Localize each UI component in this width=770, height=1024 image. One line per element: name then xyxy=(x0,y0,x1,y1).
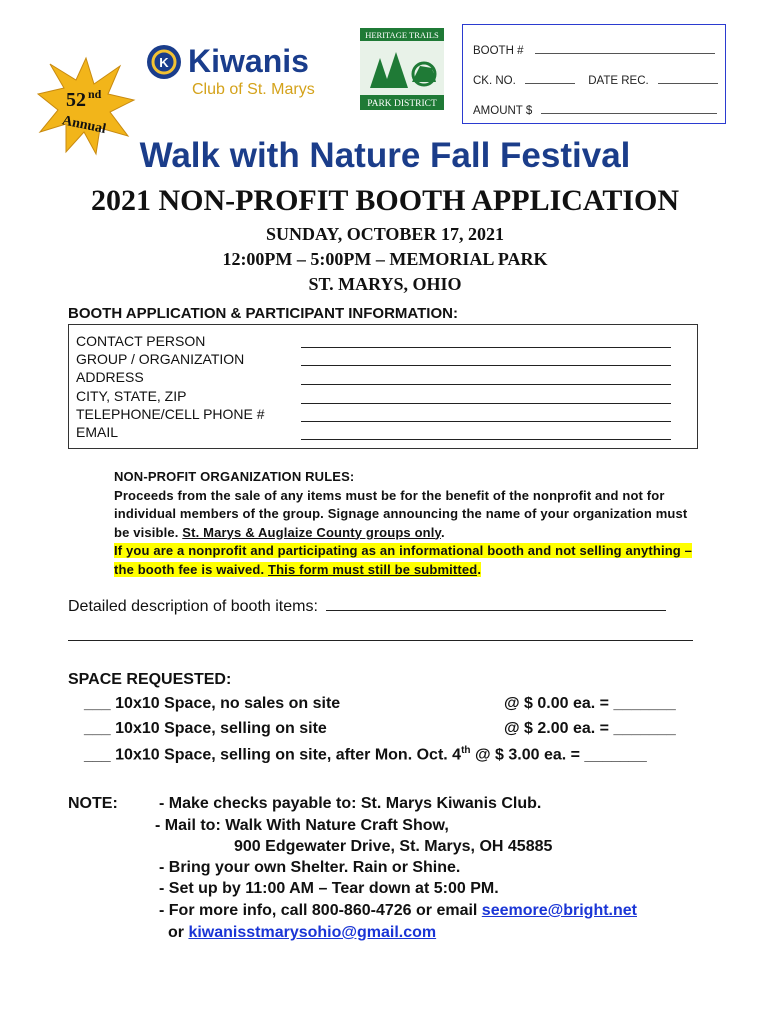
rules-section xyxy=(114,468,704,579)
event-time-place: 12:00PM – 5:00PM – MEMORIAL PARK xyxy=(222,249,548,269)
heritage-trails-logo xyxy=(360,28,444,110)
space-option-sup: th xyxy=(461,745,471,756)
space-option-label: 10x10 Space, selling on site xyxy=(115,720,327,737)
kiwanis-emblem-icon xyxy=(146,40,346,102)
contact-person-field[interactable] xyxy=(301,347,671,348)
space-option-label: 10x10 Space, selling on site, after Mon. Oct. 4 xyxy=(115,746,462,764)
rules-fee-waived: If you are a nonprofit and participating as an informational booth and not selling anything – the booth fee is waived. xyxy=(114,543,693,577)
phone-label: TELEPHONE/CELL PHONE # xyxy=(76,406,265,422)
space-price-no-sales: @ $ 0.00 ea. = _______ xyxy=(504,695,676,712)
space-option-checkbox[interactable]: ___ xyxy=(84,695,111,712)
description-label: Detailed description of booth items: xyxy=(68,598,318,615)
address-field[interactable] xyxy=(301,384,671,385)
note-label: NOTE: xyxy=(68,795,118,812)
email-link-kiwanis[interactable]: kiwanisstmarysohio@gmail.com xyxy=(188,924,437,941)
rules-local-groups: St. Marys & Auglaize County groups only xyxy=(182,524,441,540)
heritage-trails-icon xyxy=(360,28,444,110)
amount-field[interactable] xyxy=(541,103,717,114)
note-mail-to: - Mail to: Walk With Nature Craft Show, xyxy=(155,817,449,834)
page-subtitle: 2021 NON-PROFIT BOOTH APPLICATION xyxy=(90,184,680,217)
participant-info-box xyxy=(68,324,698,449)
space-option-checkbox[interactable]: ___ xyxy=(84,746,111,764)
email-label: EMAIL xyxy=(76,424,119,440)
heritage-bottom-text: PARK DISTRICT xyxy=(367,99,437,109)
rules-must-submit: This form must still be submitted xyxy=(268,561,478,577)
space-option-label: 10x10 Space, no sales on site xyxy=(115,695,341,712)
note-info xyxy=(159,902,637,920)
rules-text-body: Proceeds from the sale of any items must be for the benefit of the nonprofit and not for individual members of the group. Signage announcing the name of your organization must be visible. xyxy=(114,487,688,540)
note-address: 900 Edgewater Drive, St. Marys, OH 45885 xyxy=(234,838,553,855)
check-number-field[interactable] xyxy=(525,73,575,84)
badge-word: Annual xyxy=(60,113,108,138)
event-date: SUNDAY, OCTOBER 17, 2021 xyxy=(266,224,504,244)
phone-field[interactable] xyxy=(301,421,671,422)
space-option-no-sales xyxy=(84,695,340,713)
heritage-top-text: HERITAGE TRAILS xyxy=(365,30,439,40)
rules-text xyxy=(114,487,704,543)
badge-suffix: nd xyxy=(88,87,102,101)
space-price-selling: @ $ 2.00 ea. = _______ xyxy=(504,720,676,737)
rules-text-end: . xyxy=(440,524,445,540)
booth-number-field[interactable] xyxy=(535,43,715,54)
booth-number-label: BOOTH # xyxy=(473,45,524,57)
date-received-label: DATE REC. xyxy=(588,75,649,87)
booth-number-row xyxy=(473,43,715,57)
space-option-selling xyxy=(84,720,327,738)
svg-text:K: K xyxy=(159,55,169,70)
city-state-zip-label: CITY, STATE, ZIP xyxy=(76,388,187,404)
note-checks: - Make checks payable to: St. Marys Kiwanis Club. xyxy=(159,795,542,812)
rules-heading: NON-PROFIT ORGANIZATION RULES: xyxy=(114,469,355,484)
note-info-alt xyxy=(168,924,436,942)
note-shelter: - Bring your own Shelter. Rain or Shine. xyxy=(159,859,461,876)
space-option-late xyxy=(84,745,647,764)
office-use-box xyxy=(462,24,726,124)
amount-row xyxy=(473,103,717,117)
email-field[interactable] xyxy=(301,439,671,440)
badge-number: 52 xyxy=(66,89,86,111)
kiwanis-logo xyxy=(146,40,346,102)
kiwanis-subname: Club of St. Marys xyxy=(192,81,315,98)
description-field[interactable] xyxy=(326,610,666,611)
space-option-checkbox[interactable]: ___ xyxy=(84,720,111,737)
organization-field[interactable] xyxy=(301,365,671,366)
rules-highlight xyxy=(114,542,704,579)
note-setup: - Set up by 11:00 AM – Tear down at 5:00 PM. xyxy=(159,880,499,897)
rules-highlight-end: . xyxy=(477,561,482,577)
space-price-late: @ $ 3.00 ea. = _______ xyxy=(474,746,647,764)
check-date-row xyxy=(473,73,718,87)
info-heading: BOOTH APPLICATION & PARTICIPANT INFORMATION: xyxy=(68,305,458,322)
organization-label: GROUP / ORGANIZATION xyxy=(76,351,245,367)
contact-person-label: CONTACT PERSON xyxy=(76,333,206,349)
address-label: ADDRESS xyxy=(76,369,144,385)
kiwanis-name: Kiwanis xyxy=(188,43,309,79)
page-title: Walk with Nature Fall Festival xyxy=(139,136,631,175)
city-state-zip-field[interactable] xyxy=(301,403,671,404)
date-received-field[interactable] xyxy=(658,73,718,84)
space-heading: SPACE REQUESTED: xyxy=(68,671,232,688)
event-city: ST. MARYS, OHIO xyxy=(308,274,462,294)
description-row xyxy=(68,598,666,616)
email-link-bright[interactable]: seemore@bright.net xyxy=(481,902,637,919)
check-number-label: CK. NO. xyxy=(473,75,516,87)
note-info-or: or xyxy=(168,924,189,941)
amount-label: AMOUNT $ xyxy=(473,105,533,117)
note-info-text: - For more info, call 800-860-4726 or email xyxy=(159,902,482,919)
description-field-line-2[interactable] xyxy=(68,640,693,641)
